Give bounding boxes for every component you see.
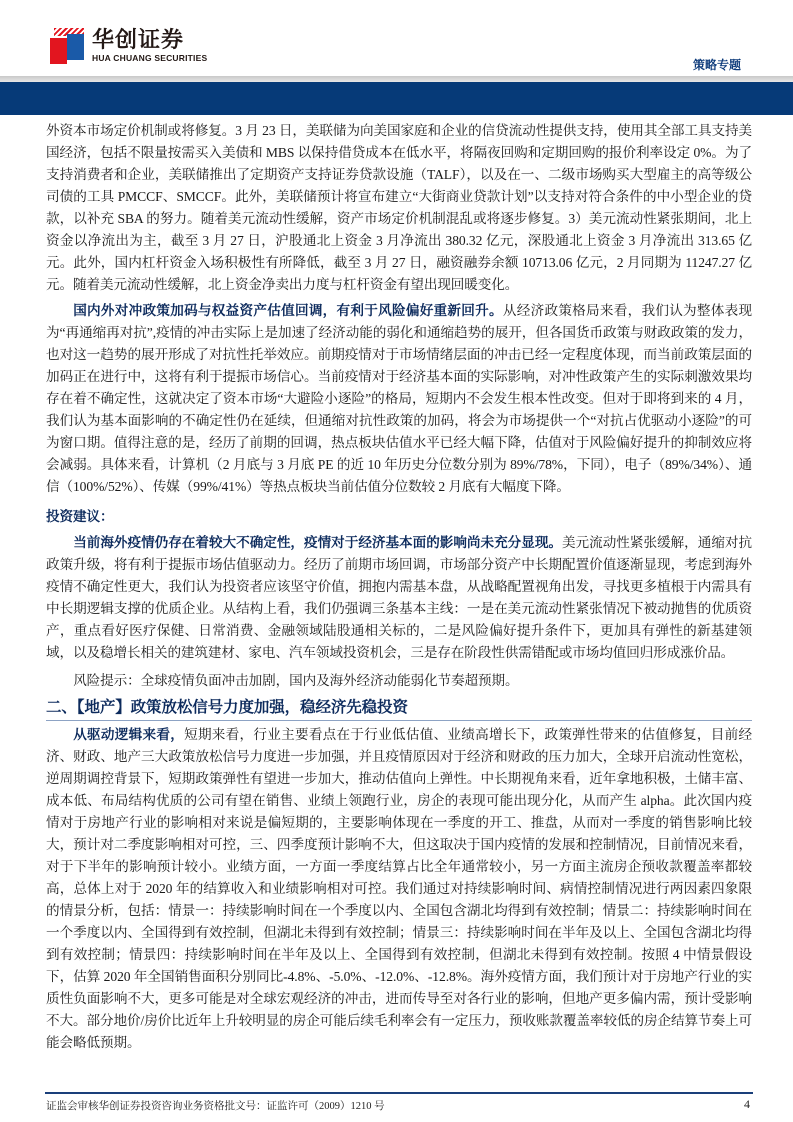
paragraph-real-estate (46, 724, 752, 1054)
logo-chinese-name: 华创证券 (92, 28, 185, 53)
logo-cube-icon (50, 28, 84, 64)
paragraph-foreign-capital: 外资本市场定价机制或将修复。3 月 23 日，美联储为向美国家庭和企业的信贷流动性提供支持，使用其全部工具支持美国经济，包括不限量按需买入美债和 MBS 以保持借贷成本在低水平，将隔夜回购和定期回购的报价利率设定 0%。为了支持消费者和企业，美联储推出了定期资产支持证券贷款设施（TALF），以及在一、二级市场购买大型雇主的高等级公司债的工具 PMCCF、SMCCF。此外，美联储预计将宣布建立“大街商业贷款计划”以支持对符合条件的中小型企业的贷款，以补充 SBA 的努力。随着美元流动性缓解，资产市场定价机制混乱或将逐步修复。3）美元流动性紧张期间，北上资金以净流出为主，截至 3 月 27 日，沪股通北上资金 3 月净流出 380.32 亿元，深股通北上资金 3 月净流出 313.65 亿元。此外，国内杠杆资金入场积极性有所降低，截至 3 月 27 日，融资融券余额 10713.06 亿元，2 月同期为 11247.27 亿元。随着美元流动性缓解，北上资金净卖出力度与杠杆资金有望出现回暖变化。 (46, 123, 752, 292)
risk-warning: 风险提示：全球疫情负面冲击加剧，国内及海外经济动能弱化节奏超预期。 (73, 673, 519, 688)
section-heading-real-estate: 二、【地产】政策放松信号力度加强，稳经济先稳投资 (46, 696, 752, 721)
paragraph-policy-valuation (46, 300, 752, 498)
paragraph-lead: 当前海外疫情仍存在着较大不确定性，疫情对于经济基本面的影响尚未充分显现。 (73, 535, 562, 550)
footer-divider (45, 1092, 753, 1094)
paragraph-text: 从经济政策格局来看，我们认为整体表现为“再通缩再对抗”,疫情的冲击实际上是加速了经济动能的弱化和通缩趋势的展开，但各国货币政策与财政政策的发力，也对这一趋势的展开形成了对抗性托举效应。前期疫情对于市场情绪层面的冲击已经一定程度体现，而当前政策层面的加码正在进行中，这将有利于提振市场信心。当前疫情对于经济基本面的实际影响，对冲性政策产生的实际刺激效果均存在着不确定性，这就决定了资本市场“大避险小逐险”的格局，短期内不会发生根本性改变。但对于即将到来的 4 月，我们认为基本面影响的不确定性仍在延续，但通缩对抗性政策的加码，将会为市场提供一个“对抗占优驱动小逐险”的可为窗口期。值得注意的是，经历了前期的回调，热点板块估值水平已经大幅下降，估值对于风险偏好提升的抑制效应将会减弱。具体来看，计算机（2 月底与 3 月底 PE 的近 10 年历史分位数分别为 89%/78%，下同），电子（89%/34%）、通信（100%/52%）、传媒（99%/41%）等热点板块当前估值分位数较 2 月底有大幅度下降。 (46, 303, 752, 494)
paragraph-text: 短期来看，行业主要看点在于行业低估值、业绩高增长下，政策弹性带来的估值修复，目前经济、财政、地产三大政策放松信号力度进一步加强，并且疫情原因对于经济和财政的压力加大，全球开启流动性宽松，逆周期调控背景下，短期政策弹性有望进一步加大，推动估值向上弹性。中长期视角来看，近年拿地积极，土储丰富、成本低、布局结构优质的公司有望在销售、业绩上领跑行业，房企的表现可能出现分化，从而产生 alpha。此次国内疫情对于房地产行业的影响相对来说是偏短期的，主要影响体现在一季度的开工、推盘，从而对一季度的销售影响比较大，预计对二季度影响相对可控，三、四季度预计影响不大，但这取决于国内疫情的发展和控制情况，目前情况来看，对于下半年的影响预计较小。业绩方面，一方面一季度结算占比全年通常较小，另一方面主流房企预收款覆盖率都较高，总体上对于 2020 年的结算收入和业绩影响相对可控。我们通过对持续影响时间、病情控制情况进行两因素四象限的情景分析，包括：情景一：持续影响时间在一个季度以内、全国包含湖北均得到有效控制；情景二：持续影响时间在一个季度以内、全国得到有效控制，但湖北未得到有效控制；情景三：持续影响时间在半年及以上、全国包含湖北均得到有效控制；情景四：持续影响时间在半年及以上、全国得到有效控制，但湖北未得到有效控制。按照 4 中情景假设下，估算 2020 年全国销售面积分别同比-4.8%、-5.0%、-12.0%、-12.8%。海外疫情方面，我们预计对于房地产行业的实质性负面影响不大，更多可能是对全球宏观经济的冲击，进而传导至对各行业的影响，但地产更多偏内需，预计受影响不大。部分地价/房价比近年上升较明显的房企可能后续毛利率会有一定压力，预收账款覆盖率较低的房企结算节奏上可能会略低预期。 (46, 727, 752, 1050)
investment-advice-heading: 投资建议： (46, 509, 114, 524)
paragraph-lead: 从驱动逻辑来看， (73, 727, 185, 742)
page-content (46, 120, 752, 1054)
report-type-label: 策略专题 (692, 58, 741, 72)
page-number: 4 (744, 1097, 750, 1111)
logo-english-name: HUA CHUANG SECURITIES (92, 53, 208, 63)
paragraph-investment-advice (46, 532, 752, 664)
paragraph-lead: 国内外对冲政策加码与权益资产估值回调，有利于风险偏好重新回升。 (73, 303, 503, 318)
header-band (0, 82, 793, 115)
company-logo (50, 26, 207, 66)
paragraph-text: 美元流动性紧张缓解，通缩对抗政策升级，将有利于提振市场估值驱动力。经历了前期市场回调，市场部分资产中长期配置价值逐渐显现，考虑到海外疫情不确定性更大，我们认为投资者应该坚守价值，拥抱内需基本盘，从战略配置视角出发，寻找更多植根于内需具有中长期逻辑支撑的优质企业。从结构上看，我们仍强调三条基本主线：一是在美元流动性紧张情况下被动抛售的优质资产，重点看好医疗保健、日常消费、金融领域陆股通相关标的，二是风险偏好提升条件下，更加具有弹性的新基建领域，以及稳增长相关的建筑建材、家电、汽车领域投资机会，三是存在阶段性供需错配或市场均值回归形成涨价品。 (46, 535, 752, 660)
footer-license: 证监会审核华创证券投资咨询业务资格批文号：证监许可（2009）1210 号 (46, 1101, 385, 1112)
